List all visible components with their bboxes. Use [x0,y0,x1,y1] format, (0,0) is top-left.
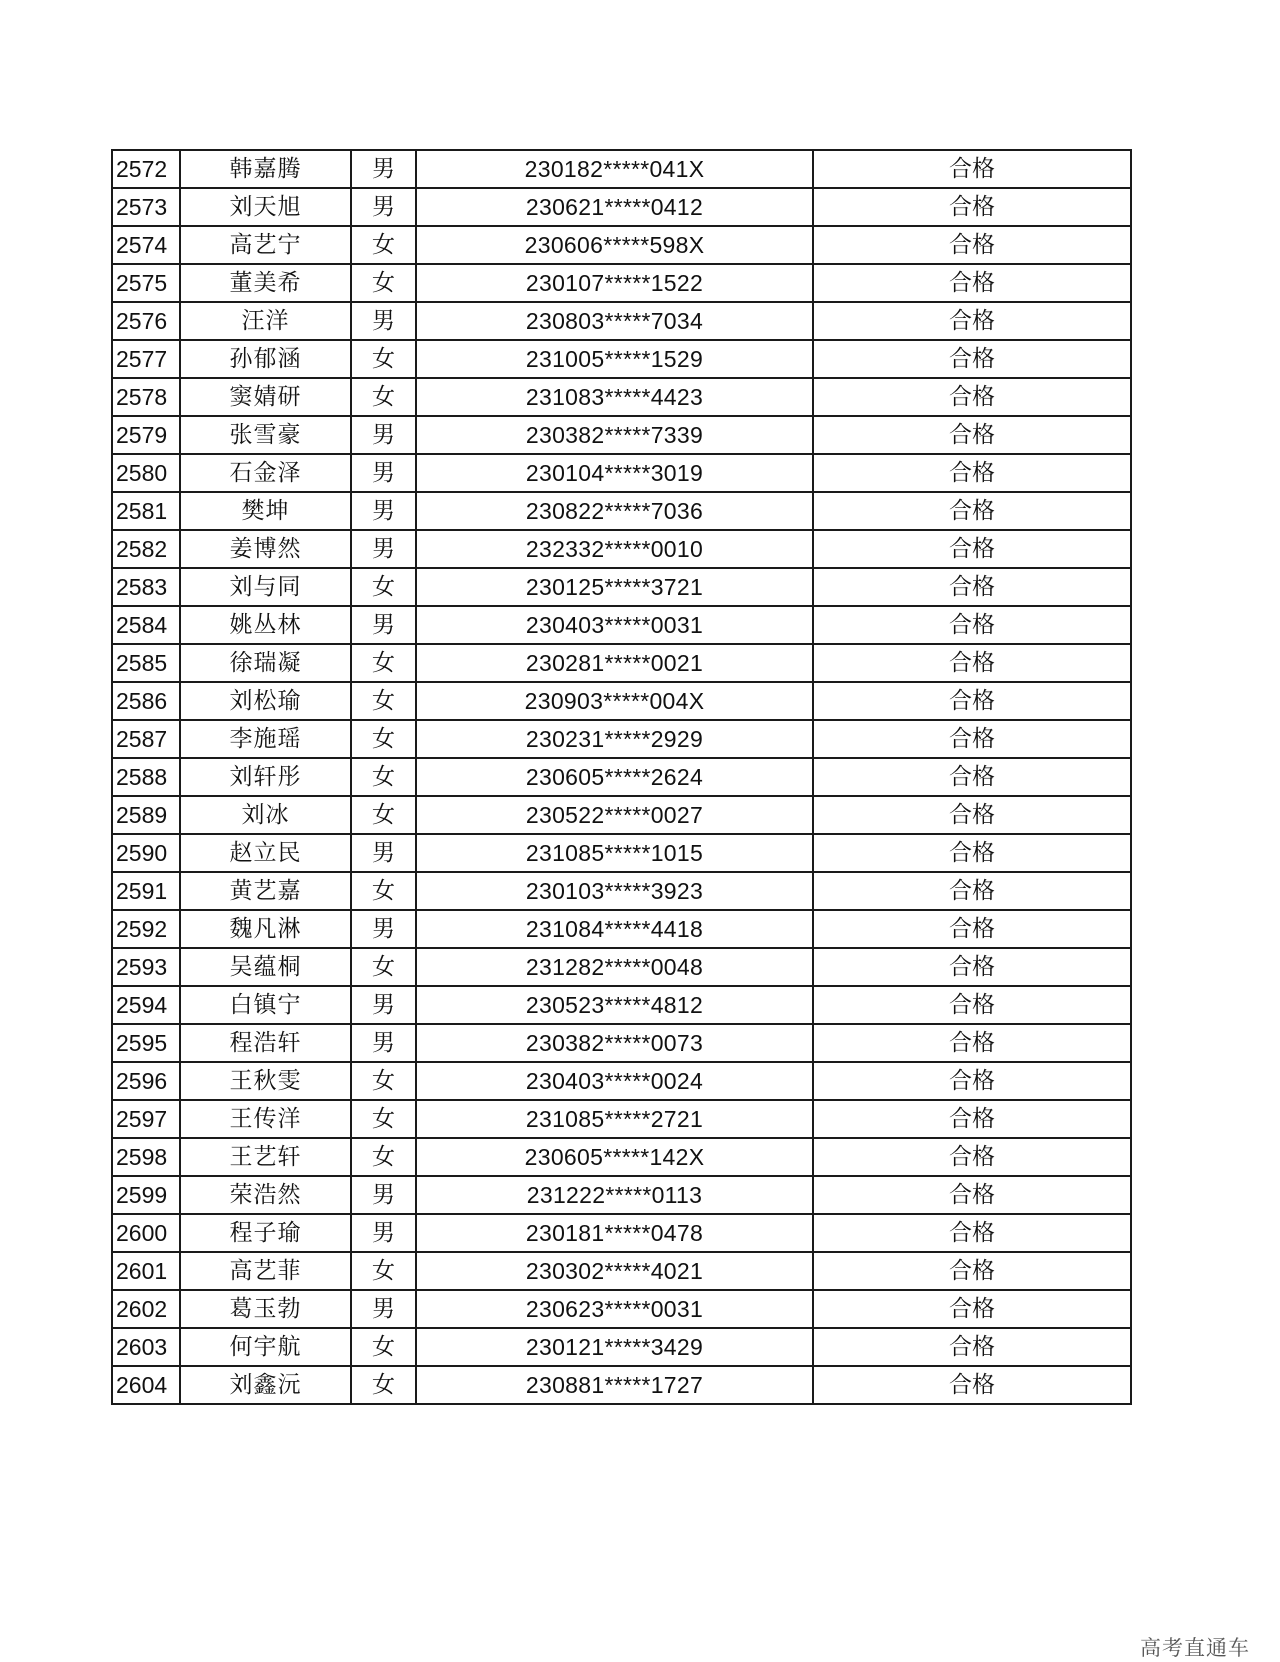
name-cell: 程浩轩 [180,1024,351,1062]
result-cell: 合格 [813,188,1131,226]
name-cell: 樊坤 [180,492,351,530]
table-row [112,1366,1131,1404]
name-cell: 程子瑜 [180,1214,351,1252]
name-cell: 李施瑶 [180,720,351,758]
result-cell: 合格 [813,150,1131,188]
table-row [112,226,1131,264]
id-number-cell: 230881*****1727 [416,1366,813,1404]
serial-number-cell: 2601 [112,1252,180,1290]
serial-number-cell: 2592 [112,910,180,948]
result-cell: 合格 [813,758,1131,796]
id-number-cell: 230605*****142X [416,1138,813,1176]
table-row [112,454,1131,492]
name-cell: 董美希 [180,264,351,302]
result-cell: 合格 [813,454,1131,492]
name-cell: 姚丛林 [180,606,351,644]
id-number-cell: 230121*****3429 [416,1328,813,1366]
name-cell: 韩嘉腾 [180,150,351,188]
id-number-cell: 231084*****4418 [416,910,813,948]
table-row [112,948,1131,986]
table-row [112,796,1131,834]
table-row [112,416,1131,454]
table-row [112,1252,1131,1290]
gender-cell: 女 [351,1366,416,1404]
result-cell: 合格 [813,986,1131,1024]
result-cell: 合格 [813,1252,1131,1290]
gender-cell: 女 [351,1252,416,1290]
gender-cell: 男 [351,910,416,948]
result-cell: 合格 [813,378,1131,416]
table-row [112,1214,1131,1252]
candidate-table [111,149,1132,1405]
serial-number-cell: 2596 [112,1062,180,1100]
table-row [112,1176,1131,1214]
table-row [112,872,1131,910]
name-cell: 魏凡淋 [180,910,351,948]
result-cell: 合格 [813,340,1131,378]
gender-cell: 男 [351,492,416,530]
serial-number-cell: 2604 [112,1366,180,1404]
table-row [112,1290,1131,1328]
id-number-cell: 230281*****0021 [416,644,813,682]
serial-number-cell: 2599 [112,1176,180,1214]
gender-cell: 女 [351,720,416,758]
result-cell: 合格 [813,1100,1131,1138]
serial-number-cell: 2587 [112,720,180,758]
gender-cell: 男 [351,1290,416,1328]
serial-number-cell: 2586 [112,682,180,720]
table-row [112,530,1131,568]
table-row [112,340,1131,378]
table-row [112,1062,1131,1100]
result-cell: 合格 [813,226,1131,264]
name-cell: 赵立民 [180,834,351,872]
name-cell: 葛玉勃 [180,1290,351,1328]
serial-number-cell: 2574 [112,226,180,264]
result-cell: 合格 [813,1290,1131,1328]
id-number-cell: 230522*****0027 [416,796,813,834]
name-cell: 黄艺嘉 [180,872,351,910]
result-cell: 合格 [813,606,1131,644]
name-cell: 高艺宁 [180,226,351,264]
gender-cell: 女 [351,872,416,910]
table-row [112,1138,1131,1176]
candidate-table-body [112,150,1131,1404]
table-row [112,378,1131,416]
name-cell: 王传洋 [180,1100,351,1138]
result-cell: 合格 [813,948,1131,986]
name-cell: 白镇宁 [180,986,351,1024]
serial-number-cell: 2582 [112,530,180,568]
serial-number-cell: 2591 [112,872,180,910]
serial-number-cell: 2576 [112,302,180,340]
gender-cell: 男 [351,416,416,454]
gender-cell: 女 [351,796,416,834]
gender-cell: 男 [351,1176,416,1214]
table-row [112,264,1131,302]
gender-cell: 男 [351,1024,416,1062]
serial-number-cell: 2573 [112,188,180,226]
result-cell: 合格 [813,1024,1131,1062]
id-number-cell: 230104*****3019 [416,454,813,492]
table-row [112,720,1131,758]
gender-cell: 女 [351,226,416,264]
serial-number-cell: 2575 [112,264,180,302]
result-cell: 合格 [813,872,1131,910]
result-cell: 合格 [813,264,1131,302]
serial-number-cell: 2572 [112,150,180,188]
result-cell: 合格 [813,644,1131,682]
serial-number-cell: 2590 [112,834,180,872]
id-number-cell: 230623*****0031 [416,1290,813,1328]
name-cell: 姜博然 [180,530,351,568]
name-cell: 何宇航 [180,1328,351,1366]
gender-cell: 男 [351,834,416,872]
serial-number-cell: 2594 [112,986,180,1024]
serial-number-cell: 2600 [112,1214,180,1252]
id-number-cell: 230523*****4812 [416,986,813,1024]
id-number-cell: 230382*****7339 [416,416,813,454]
table-row [112,606,1131,644]
result-cell: 合格 [813,416,1131,454]
table-row [112,568,1131,606]
result-cell: 合格 [813,492,1131,530]
serial-number-cell: 2581 [112,492,180,530]
id-number-cell: 230382*****0073 [416,1024,813,1062]
table-row [112,1024,1131,1062]
serial-number-cell: 2598 [112,1138,180,1176]
id-number-cell: 230107*****1522 [416,264,813,302]
id-number-cell: 231083*****4423 [416,378,813,416]
serial-number-cell: 2580 [112,454,180,492]
table-row [112,492,1131,530]
watermark: 高考直通车 [1140,1636,1250,1660]
name-cell: 刘与同 [180,568,351,606]
gender-cell: 男 [351,986,416,1024]
gender-cell: 女 [351,264,416,302]
id-number-cell: 230822*****7036 [416,492,813,530]
table-row [112,1100,1131,1138]
name-cell: 刘松瑜 [180,682,351,720]
name-cell: 汪洋 [180,302,351,340]
id-number-cell: 230621*****0412 [416,188,813,226]
result-cell: 合格 [813,1214,1131,1252]
serial-number-cell: 2602 [112,1290,180,1328]
id-number-cell: 230403*****0024 [416,1062,813,1100]
gender-cell: 女 [351,758,416,796]
serial-number-cell: 2597 [112,1100,180,1138]
gender-cell: 男 [351,302,416,340]
result-cell: 合格 [813,834,1131,872]
gender-cell: 男 [351,188,416,226]
name-cell: 刘轩彤 [180,758,351,796]
name-cell: 石金泽 [180,454,351,492]
id-number-cell: 230181*****0478 [416,1214,813,1252]
serial-number-cell: 2588 [112,758,180,796]
name-cell: 刘鑫沅 [180,1366,351,1404]
result-cell: 合格 [813,796,1131,834]
result-cell: 合格 [813,720,1131,758]
table-row [112,682,1131,720]
id-number-cell: 230605*****2624 [416,758,813,796]
result-cell: 合格 [813,1138,1131,1176]
table-row [112,188,1131,226]
gender-cell: 女 [351,568,416,606]
id-number-cell: 231085*****2721 [416,1100,813,1138]
name-cell: 吴蕴桐 [180,948,351,986]
serial-number-cell: 2577 [112,340,180,378]
id-number-cell: 232332*****0010 [416,530,813,568]
table-row [112,1328,1131,1366]
id-number-cell: 231085*****1015 [416,834,813,872]
gender-cell: 女 [351,682,416,720]
gender-cell: 男 [351,150,416,188]
table-row [112,986,1131,1024]
serial-number-cell: 2603 [112,1328,180,1366]
table-row [112,644,1131,682]
name-cell: 高艺菲 [180,1252,351,1290]
serial-number-cell: 2583 [112,568,180,606]
result-cell: 合格 [813,1328,1131,1366]
id-number-cell: 231282*****0048 [416,948,813,986]
serial-number-cell: 2585 [112,644,180,682]
gender-cell: 男 [351,530,416,568]
name-cell: 刘天旭 [180,188,351,226]
serial-number-cell: 2595 [112,1024,180,1062]
result-cell: 合格 [813,530,1131,568]
table-row [112,758,1131,796]
id-number-cell: 230803*****7034 [416,302,813,340]
id-number-cell: 230903*****004X [416,682,813,720]
gender-cell: 男 [351,1214,416,1252]
gender-cell: 女 [351,1328,416,1366]
serial-number-cell: 2584 [112,606,180,644]
name-cell: 王秋雯 [180,1062,351,1100]
table-row [112,302,1131,340]
id-number-cell: 230125*****3721 [416,568,813,606]
serial-number-cell: 2578 [112,378,180,416]
result-cell: 合格 [813,910,1131,948]
gender-cell: 女 [351,1062,416,1100]
gender-cell: 女 [351,948,416,986]
gender-cell: 男 [351,606,416,644]
result-cell: 合格 [813,302,1131,340]
name-cell: 窦婧研 [180,378,351,416]
id-number-cell: 231005*****1529 [416,340,813,378]
result-cell: 合格 [813,1366,1131,1404]
gender-cell: 女 [351,378,416,416]
result-cell: 合格 [813,568,1131,606]
name-cell: 徐瑞凝 [180,644,351,682]
serial-number-cell: 2579 [112,416,180,454]
name-cell: 孙郁涵 [180,340,351,378]
gender-cell: 女 [351,644,416,682]
name-cell: 荣浩然 [180,1176,351,1214]
id-number-cell: 230302*****4021 [416,1252,813,1290]
id-number-cell: 230103*****3923 [416,872,813,910]
id-number-cell: 230403*****0031 [416,606,813,644]
id-number-cell: 231222*****0113 [416,1176,813,1214]
name-cell: 张雪豪 [180,416,351,454]
gender-cell: 女 [351,340,416,378]
name-cell: 王艺轩 [180,1138,351,1176]
gender-cell: 女 [351,1138,416,1176]
id-number-cell: 230231*****2929 [416,720,813,758]
id-number-cell: 230182*****041X [416,150,813,188]
name-cell: 刘冰 [180,796,351,834]
id-number-cell: 230606*****598X [416,226,813,264]
serial-number-cell: 2593 [112,948,180,986]
result-cell: 合格 [813,682,1131,720]
table-row [112,834,1131,872]
serial-number-cell: 2589 [112,796,180,834]
table-row [112,150,1131,188]
result-cell: 合格 [813,1062,1131,1100]
result-cell: 合格 [813,1176,1131,1214]
table-row [112,910,1131,948]
gender-cell: 男 [351,454,416,492]
gender-cell: 女 [351,1100,416,1138]
